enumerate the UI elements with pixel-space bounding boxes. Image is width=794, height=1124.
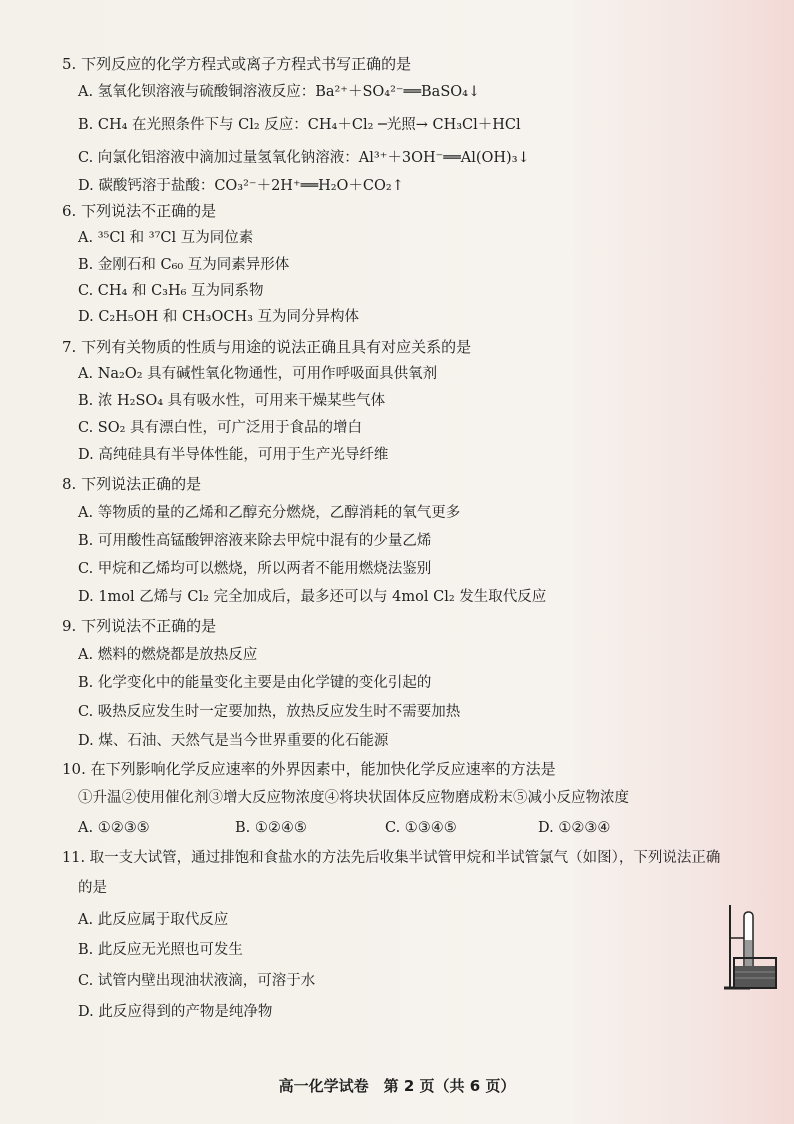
question-5-title: 5. 下列反应的化学方程式或离子方程式书写正确的是	[62, 55, 412, 73]
q8-option-d: D. 1mol 乙烯与 Cl₂ 完全加成后，最多还可以与 4mol Cl₂ 发生取代反应	[78, 589, 547, 605]
question-10-title: 10. 在下列影响化学反应速率的外界因素中，能加快化学反应速率的方法是	[62, 760, 556, 778]
question-11-title-cont: 的是	[78, 880, 107, 896]
q11-option-a: A. 此反应属于取代反应	[78, 912, 229, 928]
q7-option-a: A. Na₂O₂ 具有碱性氧化物通性，可用作呼吸面具供氧剂	[78, 366, 438, 382]
question-9-title: 9. 下列说法不正确的是	[62, 617, 217, 635]
q9-option-b: B. 化学变化中的能量变化主要是由化学键的变化引起的	[78, 675, 432, 691]
q8-option-a: A. 等物质的量的乙烯和乙醇充分燃烧，乙醇消耗的氧气更多	[78, 505, 461, 521]
q9-option-a: A. 燃料的燃烧都是放热反应	[78, 647, 258, 663]
q10-option-a: A. ①②③⑤	[78, 820, 150, 836]
q11-option-c: C. 试管内壁出现油状液滴，可溶于水	[78, 973, 316, 989]
q9-option-d: D. 煤、石油、天然气是当今世界重要的化石能源	[78, 733, 389, 749]
q11-option-b: B. 此反应无光照也可发生	[78, 942, 243, 958]
q5-option-d: D. 碳酸钙溶于盐酸：CO₃²⁻＋2H⁺══H₂O＋CO₂↑	[78, 178, 404, 194]
q7-option-c: C. SO₂ 具有漂白性，可广泛用于食品的增白	[78, 420, 363, 436]
q10-option-b: B. ①②④⑤	[235, 820, 307, 836]
q6-option-b: B. 金刚石和 C₆₀ 互为同素异形体	[78, 257, 290, 273]
q9-option-c: C. 吸热反应发生时一定要加热，放热反应发生时不需要加热	[78, 704, 461, 720]
q8-option-b: B. 可用酸性高锰酸钾溶液来除去甲烷中混有的少量乙烯	[78, 533, 432, 549]
q5-option-c: C. 向氯化铝溶液中滴加过量氢氧化钠溶液：Al³⁺＋3OH⁻══Al(OH)₃↓	[78, 150, 530, 166]
question-11-title: 11. 取一支大试管，通过排饱和食盐水的方法先后收集半试管甲烷和半试管氯气（如图），下列说法正确	[62, 850, 721, 866]
q6-option-d: D. C₂H₅OH 和 CH₃OCH₃ 互为同分异构体	[78, 309, 360, 325]
q10-option-d: D. ①②③④	[538, 820, 611, 836]
q5-option-a: A. 氢氧化钡溶液与硫酸铜溶液反应：Ba²⁺＋SO₄²⁻══BaSO₄↓	[78, 84, 481, 100]
q10-option-c: C. ①③④⑤	[385, 820, 457, 836]
question-6-title: 6. 下列说法不正确的是	[62, 202, 217, 220]
q6-option-c: C. CH₄ 和 C₃H₆ 互为同系物	[78, 283, 264, 299]
test-tube-apparatus-icon	[720, 900, 780, 995]
q7-option-b: B. 浓 H₂SO₄ 具有吸水性，可用来干燥某些气体	[78, 393, 386, 409]
question-7-title: 7. 下列有关物质的性质与用途的说法正确且具有对应关系的是	[62, 338, 472, 356]
question-8-title: 8. 下列说法正确的是	[62, 475, 202, 493]
q8-option-c: C. 甲烷和乙烯均可以燃烧，所以两者不能用燃烧法鉴别	[78, 561, 432, 577]
q7-option-d: D. 高纯硅具有半导体性能，可用于生产光导纤维	[78, 447, 389, 463]
q11-option-d: D. 此反应得到的产物是纯净物	[78, 1004, 273, 1020]
q6-option-a: A. ³⁵Cl 和 ³⁷Cl 互为同位素	[78, 230, 254, 246]
q10-conditions: ①升温②使用催化剂③增大反应物浓度④将块状固体反应物磨成粉末⑤减小反应物浓度	[78, 790, 629, 806]
q5-option-b: B. CH₄ 在光照条件下与 Cl₂ 反应：CH₄＋Cl₂ ─光照→ CH₃Cl＋HCl	[78, 117, 521, 133]
page-footer: 高一化学试卷 第 2 页（共 6 页）	[278, 1077, 516, 1095]
